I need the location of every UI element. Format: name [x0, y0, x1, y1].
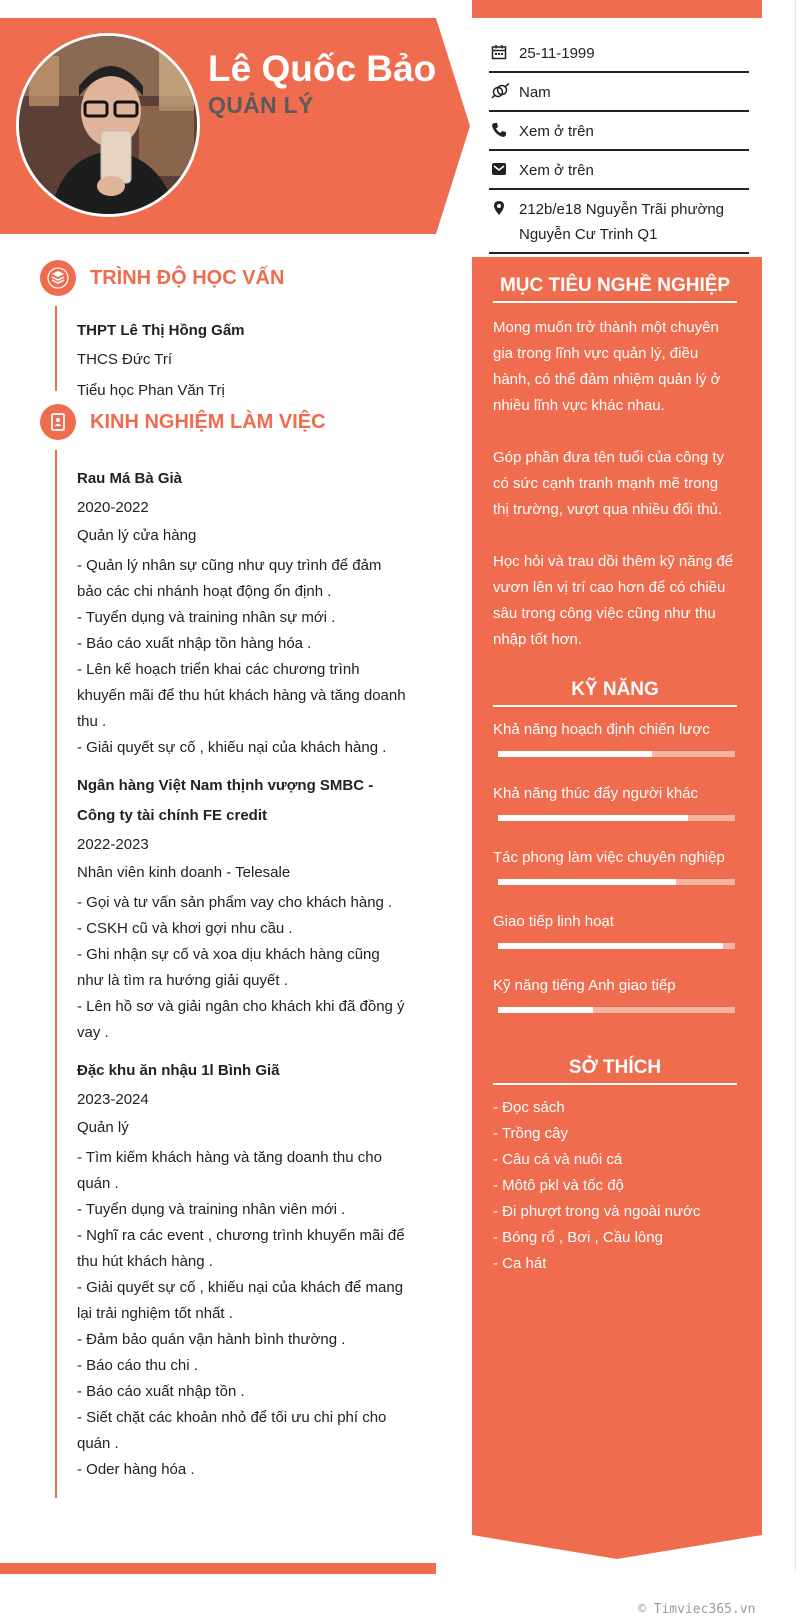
hobby-item: - Đọc sách	[493, 1099, 565, 1116]
contact-address	[489, 190, 749, 254]
hobbies-list	[493, 1095, 737, 1277]
right-panel	[472, 257, 762, 1559]
skill-bar	[498, 751, 735, 757]
education-heading	[40, 260, 284, 296]
skill-bar-fill	[498, 815, 688, 821]
job-position: Quản lý	[77, 1119, 129, 1136]
contact-email	[489, 151, 749, 190]
skills-list	[493, 717, 737, 1013]
id-card-icon	[40, 404, 76, 440]
hobby-item: - Ca hát	[493, 1255, 547, 1272]
skill-item	[493, 909, 737, 949]
contact-text: Xem ở trên	[519, 123, 594, 140]
education-list	[77, 318, 397, 406]
job-position: Nhân viên kinh doanh - Telesale	[77, 864, 291, 881]
job-period: 2022-2023	[77, 836, 149, 853]
experience-list	[77, 464, 407, 1493]
gender-icon	[491, 83, 509, 101]
contact-text: 212b/e18 Nguyễn Trãi phường Nguyễn Cư Trinh Q1	[519, 201, 725, 243]
skill-name: Giao tiếp linh hoạt	[493, 913, 614, 930]
phone-icon	[491, 122, 509, 140]
objective-text: Mong muốn trở thành một chuyên gia trong lĩnh vực quản lý, điều hành, có thể đảm nhiệm quản lý ở nhiều lĩnh vực khác nhau. Góp phần đưa tên tuổi của công ty có sức cạnh tranh mạnh mẽ trong thị trường, vượt qua nhiều đối thủ. Học hỏi và trau dồi thêm kỹ năng để vươn lên vị trí cao hơn để có chiều sâu trong công việc cũng như thu nhập tốt hơn.	[493, 319, 734, 648]
contact-text: 25-11-1999	[519, 45, 595, 62]
candidate-role: QUẢN LÝ	[208, 92, 314, 118]
job-entry	[77, 771, 407, 1046]
education-item: Tiểu học Phan Văn Trị	[77, 382, 225, 399]
job-company: Đặc khu ăn nhậu 1l Bình Giã	[77, 1062, 280, 1079]
skill-name: Kỹ năng tiếng Anh giao tiếp	[493, 977, 676, 994]
avatar	[16, 33, 200, 217]
hobby-item: - Môtô pkl và tốc độ	[493, 1177, 624, 1194]
job-period: 2020-2022	[77, 499, 149, 516]
skill-bar	[498, 943, 735, 949]
location-pin-icon	[491, 200, 509, 218]
skill-item	[493, 717, 737, 757]
skill-name: Khả năng thúc đẩy người khác	[493, 785, 699, 802]
contact-birthdate	[489, 34, 749, 73]
objective-title: MỤC TIÊU NGHỀ NGHIỆP	[493, 275, 737, 303]
job-description: - Gọi và tư vấn sản phẩm vay cho khách hàng . - CSKH cũ và khơi gợi nhu cầu . - Ghi nhận sự cố và xoa dịu khách hàng cũng như là tìm ra hướng giải quyết . - Lên hồ sơ và giải ngân cho khách khi đã đồng ý vay .	[77, 894, 405, 1041]
skill-bar-fill	[498, 879, 676, 885]
skills-title: KỸ NĂNG	[493, 679, 737, 707]
footer-bar	[0, 1563, 436, 1574]
email-icon	[491, 161, 509, 179]
page-edge-line	[795, 0, 796, 1572]
job-position: Quản lý cửa hàng	[77, 527, 197, 544]
job-entry	[77, 1056, 407, 1483]
watermark: © Timviec365.vn	[638, 1602, 756, 1617]
experience-title: KINH NGHIỆM LÀM VIỆC	[90, 410, 326, 433]
hobby-item: - Đi phượt trong và ngoài nước	[493, 1203, 701, 1220]
hobby-item: - Trồng cây	[493, 1125, 569, 1142]
hobby-item: - Câu cá và nuôi cá	[493, 1151, 623, 1168]
job-company: Rau Má Bà Già	[77, 470, 183, 487]
skill-name: Khả năng hoạch định chiến lược	[493, 721, 710, 738]
contact-phone	[489, 112, 749, 151]
skill-bar-fill	[498, 751, 652, 757]
experience-timeline	[55, 450, 57, 1498]
job-entry	[77, 464, 407, 761]
hobby-item: - Bóng rổ , Bơi , Cầu lông	[493, 1229, 663, 1246]
education-item: THCS Đức Trí	[77, 351, 173, 368]
education-layers-icon	[40, 260, 76, 296]
contact-top-bar	[472, 0, 762, 18]
skill-bar	[498, 879, 735, 885]
job-period: 2023-2024	[77, 1091, 149, 1108]
job-company: Ngân hàng Việt Nam thịnh vượng SMBC - Công ty tài chính FE credit	[77, 777, 374, 824]
experience-heading	[40, 404, 326, 440]
contact-text: Xem ở trên	[519, 162, 594, 179]
skill-item	[493, 845, 737, 885]
skill-bar	[498, 815, 735, 821]
education-title: TRÌNH ĐỘ HỌC VẤN	[90, 266, 285, 289]
education-timeline	[55, 306, 57, 391]
hobbies-title: SỞ THÍCH	[493, 1057, 737, 1085]
skill-bar-fill	[498, 943, 723, 949]
right-panel-content	[493, 257, 737, 1277]
calendar-icon	[491, 44, 509, 62]
skill-name: Tác phong làm việc chuyên nghiệp	[493, 849, 725, 866]
skill-item	[493, 973, 737, 1013]
job-description: - Tìm kiếm khách hàng và tăng doanh thu cho quán . - Tuyển dụng và training nhân viên mới . - Nghĩ ra các event , chương trình khuyến mãi để thu hút khách hàng . - Giải quyết sự cố , khiếu nại của khách để mang lại trải nghiệm tốt nhất . - Đảm bảo quán vận hành bình thường . - Báo cáo thu chi . - Báo cáo xuất nhập tồn . - Siết chặt các khoản nhỏ để tối ưu chi phí cho quán . - Oder hàng hóa .	[77, 1149, 405, 1478]
education-item: THPT Lê Thị Hồng Gấm	[77, 322, 245, 339]
job-description: - Quản lý nhân sự cũng như quy trình để đảm bảo các chi nhánh hoạt động ổn định . - Tuyển dụng và training nhân sự mới . - Báo cáo xuất nhập tồn hàng hóa . - Lên kế hoạch triển khai các chương trình khuyến mãi để thu hút khách hàng và tăng doanh thu . - Giải quyết sự cố , khiếu nại của khách hàng .	[77, 557, 406, 756]
contact-list	[489, 34, 749, 254]
contact-gender	[489, 73, 749, 112]
skill-bar	[498, 1007, 735, 1013]
candidate-name: Lê Quốc Bảo	[208, 48, 437, 89]
skill-item	[493, 781, 737, 821]
contact-text: Nam	[519, 84, 551, 101]
skill-bar-fill	[498, 1007, 593, 1013]
